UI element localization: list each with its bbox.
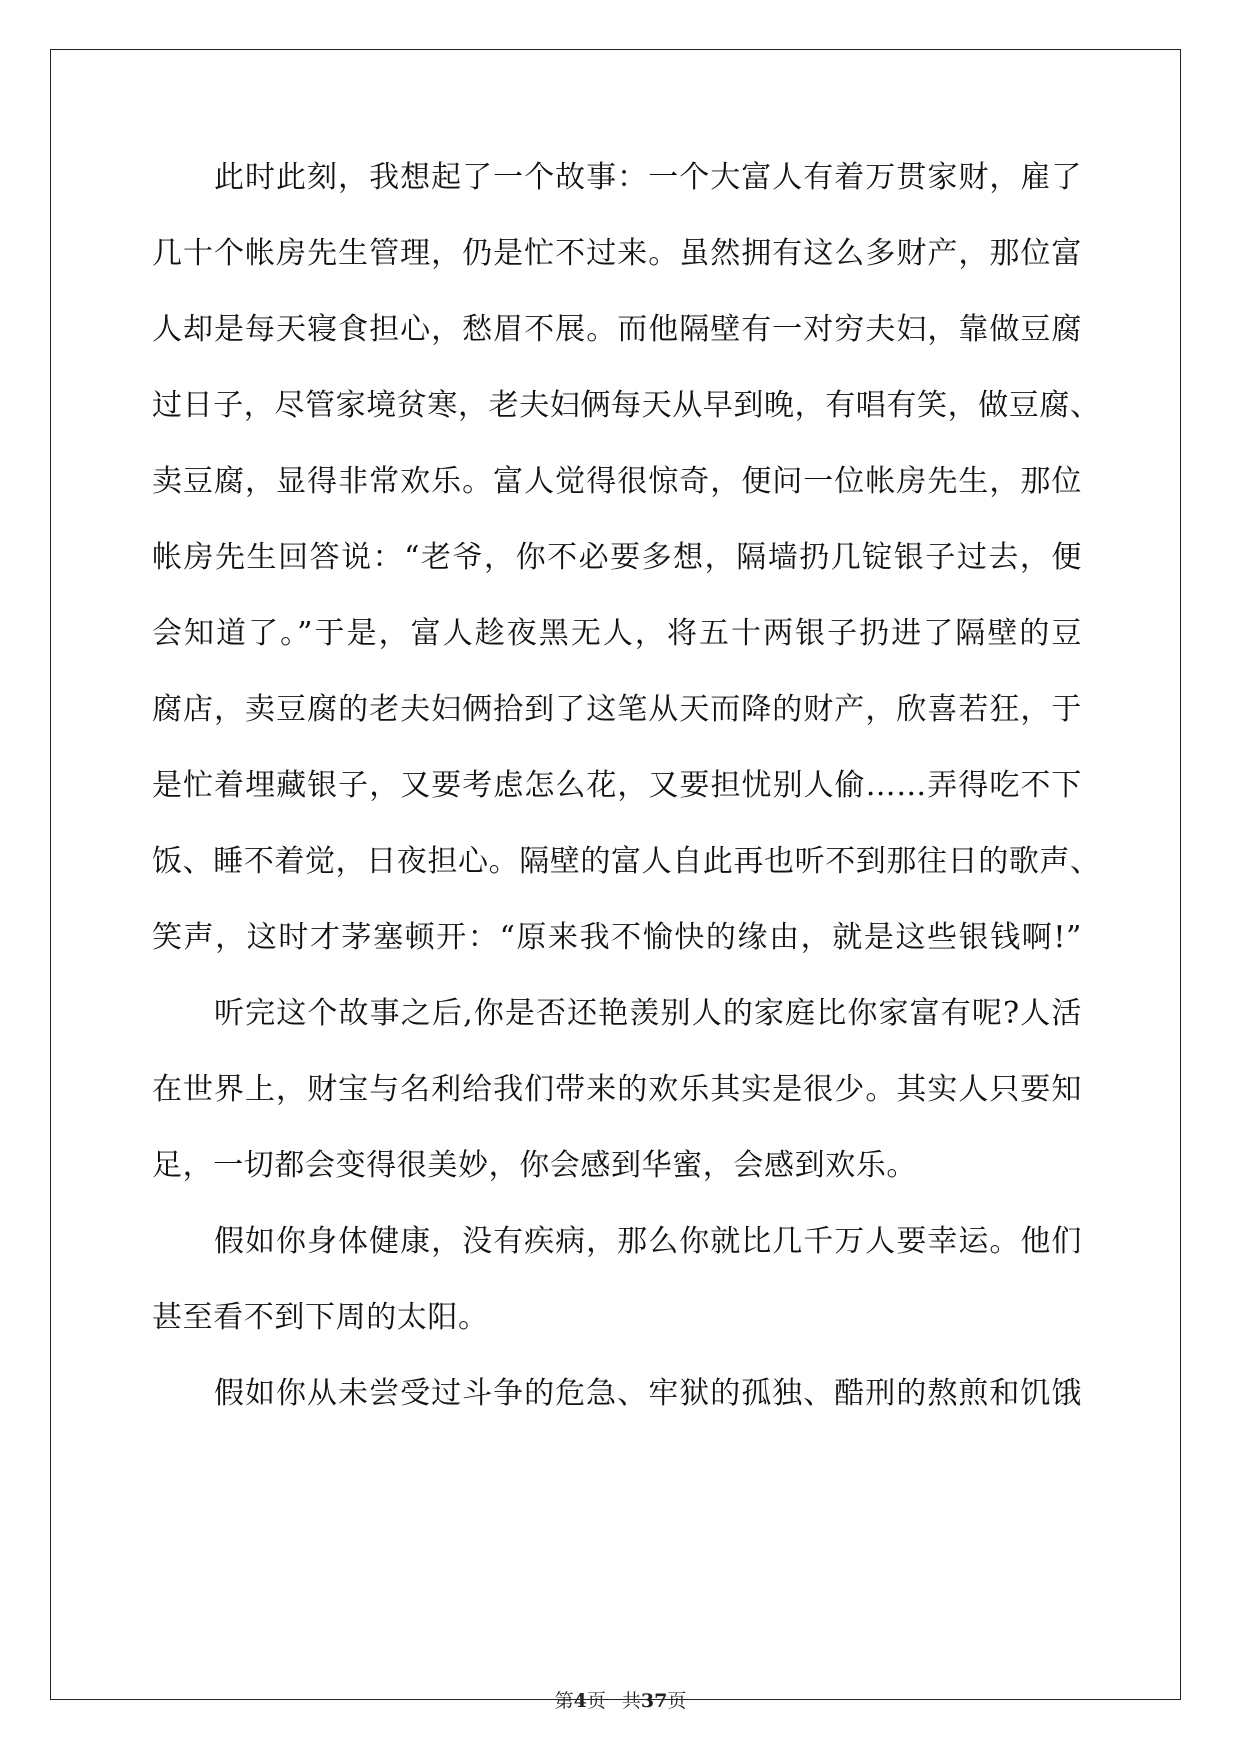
text-line: 甚至看不到下周的太阳。: [152, 1300, 489, 1335]
page-footer: [0, 1686, 1241, 1713]
text-line: 会知道了。”于是，富人趁夜黑无人，将五十两银子扔进了隔壁的豆: [152, 616, 1082, 651]
text-line: 过日子，尽管家境贫寒，老夫妇俩每天从早到晚，有唱有笑，做豆腐、: [152, 388, 1101, 423]
text-line: 是忙着埋藏银子，又要考虑怎么花，又要担忧别人偷……弄得吃不下: [152, 768, 1082, 803]
text-line: 人却是每天寝食担心，愁眉不展。而他隔壁有一对穷夫妇，靠做豆腐: [152, 312, 1082, 347]
footer-total-prefix: 共: [621, 1690, 641, 1712]
text-line: 腐店，卖豆腐的老夫妇俩拾到了这笔从天而降的财产，欣喜若狂，于: [152, 692, 1082, 727]
text-line: 卖豆腐，显得非常欢乐。富人觉得很惊奇，便问一位帐房先生，那位: [152, 464, 1082, 499]
text-line: 笑声，这时才茅塞顿开：“原来我不愉快的缘由，就是这些银钱啊!”: [152, 920, 1082, 955]
text-line: 此时此刻，我想起了一个故事：一个大富人有着万贯家财，雇了: [214, 160, 1082, 195]
footer-total-suffix: 页: [667, 1690, 687, 1712]
text-line: 帐房先生回答说：“老爷，你不必要多想，隔墙扔几锭银子过去，便: [152, 540, 1082, 575]
footer-page-suffix: 页: [586, 1690, 606, 1712]
document-body: [152, 160, 1101, 1452]
text-line: 几十个帐房先生管理，仍是忙不过来。虽然拥有这么多财产，那位富: [152, 236, 1082, 271]
footer-page-number: 4: [573, 1690, 587, 1712]
text-line: 足，一切都会变得很美妙，你会感到华蜜，会感到欢乐。: [152, 1148, 917, 1183]
footer-page-prefix: 第: [554, 1690, 574, 1712]
text-line: 饭、睡不着觉，日夜担心。隔壁的富人自此再也听不到那往日的歌声、: [152, 844, 1101, 879]
text-line: 在世界上，财宝与名利给我们带来的欢乐其实是很少。其实人只要知: [152, 1072, 1082, 1107]
footer-total-pages: 37: [640, 1690, 668, 1712]
text-line: 假如你从未尝受过斗争的危急、牢狱的孤独、酷刑的熬煎和饥饿: [214, 1376, 1082, 1411]
text-line: 假如你身体健康，没有疾病，那么你就比几千万人要幸运。他们: [214, 1224, 1082, 1259]
text-line: 听完这个故事之后,你是否还艳羡别人的家庭比你家富有呢?人活: [214, 996, 1082, 1031]
